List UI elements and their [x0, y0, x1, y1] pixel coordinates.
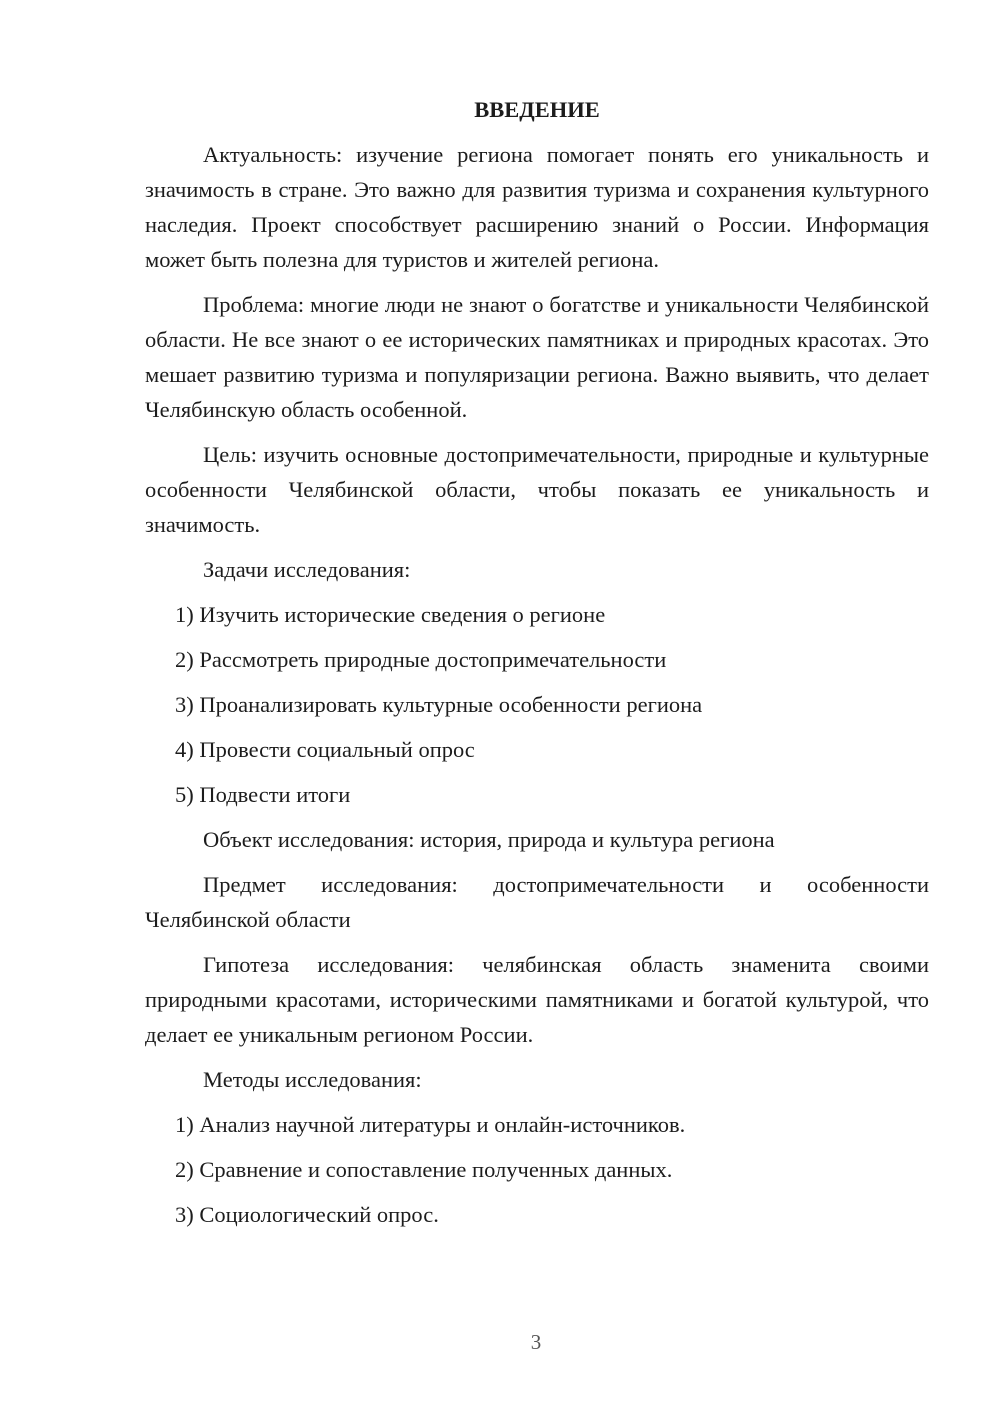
page-title: ВВЕДЕНИЕ: [474, 97, 600, 122]
object-paragraph: Объект исследования: история, природа и культура региона: [203, 827, 775, 852]
list-item: 1) Изучить исторические сведения о регионе: [175, 602, 606, 627]
list-item: 4) Провести социальный опрос: [175, 737, 475, 762]
methods-list: [145, 1107, 929, 1232]
subject-paragraph: Предмет исследования: достопримечательности и особенности Челябинской области: [145, 872, 929, 932]
list-item: 3) Проанализировать культурные особенности региона: [175, 692, 703, 717]
list-item: 2) Рассмотреть природные достопримечательности: [175, 647, 667, 672]
page-number: 3: [530, 1330, 542, 1354]
list-item: 1) Анализ научной литературы и онлайн-источников.: [175, 1112, 686, 1137]
list-item: 3) Социологический опрос.: [175, 1202, 439, 1227]
relevance-paragraph: Актуальность: изучение региона помогает понять его уникальность и значимость в стране. Это важно для развития туризма и сохранения культурного наследия. Проект способствует расширению знаний о России. Информация может быть полезна для туристов и жителей региона.: [145, 142, 929, 272]
document-page: [145, 92, 929, 1242]
tasks-list: [145, 597, 929, 812]
list-item: 2) Сравнение и сопоставление полученных данных.: [175, 1157, 673, 1182]
hypothesis-paragraph: Гипотеза исследования: челябинская область знаменита своими природными красотами, историческими памятниками и богатой культурой, что делает ее уникальным регионом России.: [145, 952, 929, 1047]
methods-heading: Методы исследования:: [203, 1067, 422, 1092]
goal-paragraph: Цель: изучить основные достопримечательности, природные и культурные особенности Челябинской области, чтобы показать ее уникальность и значимость.: [145, 442, 929, 537]
problem-paragraph: Проблема: многие люди не знают о богатстве и уникальности Челябинской области. Не все знают о ее исторических памятниках и природных красотах. Это мешает развитию туризма и популяризации региона. Важно выявить, что делает Челябинскую область особенной.: [145, 292, 929, 422]
list-item: 5) Подвести итоги: [175, 782, 351, 807]
tasks-heading: Задачи исследования:: [203, 557, 411, 582]
